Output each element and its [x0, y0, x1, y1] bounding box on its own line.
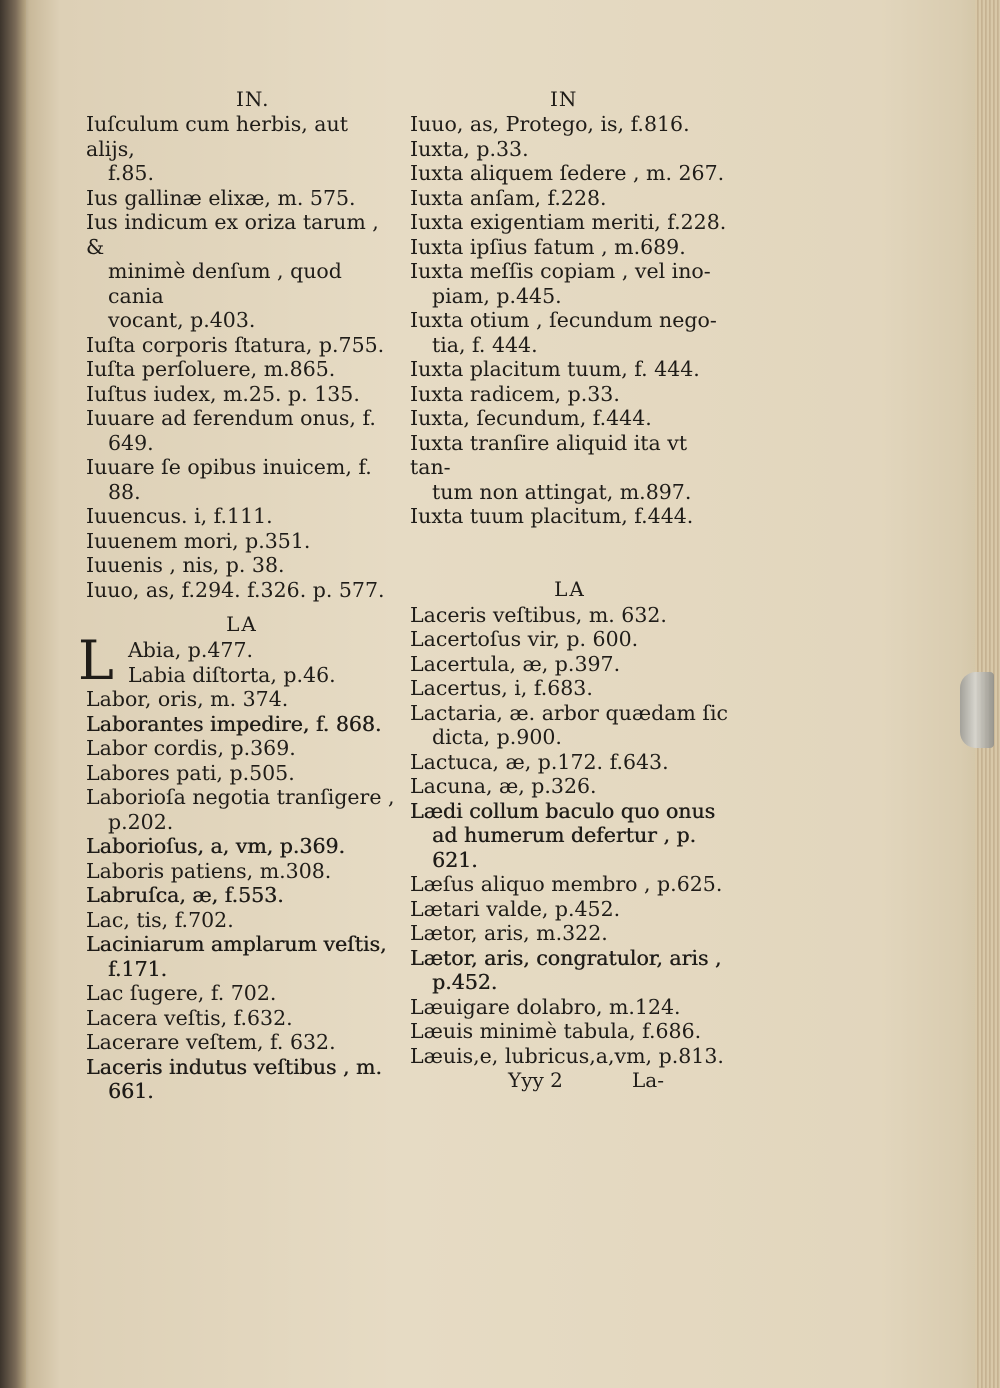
entry-line: Lacertula, æ, p.397. [410, 651, 621, 676]
index-entry [86, 785, 398, 834]
entry-line: Lac, tis, f.702. [86, 907, 234, 932]
entry-line: Iuxta ipſius fatum , m.689. [410, 234, 686, 259]
entry-line: Lætari valde, p.452. [410, 896, 621, 921]
index-entry [86, 333, 398, 358]
entry-continuation: tum non attingat, m.897. [432, 479, 692, 504]
entry-line: Lacertoſus vir, p. 600. [410, 627, 639, 651]
index-entry [86, 932, 398, 981]
entry-line: Iuxta otium , ſecundum nego- [410, 308, 717, 332]
entry-line: Læuigare dolabro, m.124. [410, 994, 681, 1019]
index-entry [410, 799, 730, 873]
entry-line: Laceris veſtibus, m. 632. [410, 602, 667, 627]
entry-line: Iuuare ad ferendum onus, f. [86, 406, 376, 430]
entry-line: Laborioſa negotia tranſigere , [86, 785, 395, 809]
entry-line: Iuxta, p.33. [410, 136, 529, 161]
index-entry [410, 652, 730, 677]
entry-continuation: 661. [108, 1079, 154, 1103]
index-entry [86, 1030, 398, 1055]
index-entry [86, 883, 398, 908]
entry-continuation: 621. [432, 847, 478, 872]
entry-line: Iuxta placitum tuum, f. 444. [410, 357, 700, 381]
dropcap-letter: L [78, 629, 114, 692]
entry-line: Ius gallinæ elixæ, m. 575. [86, 185, 356, 210]
entry-line: Læuis,e, lubricus,a,vm, p.813. [410, 1043, 724, 1068]
dropcap-entry-second: Labia diſtorta, p.46. [128, 662, 336, 687]
entry-line: Iuſtus iudex, m.25. p. 135. [86, 381, 360, 406]
index-entry [410, 627, 730, 652]
index-entry [86, 736, 398, 761]
index-entry [410, 406, 730, 431]
entry-continuation: p.452. [432, 970, 498, 994]
left-running-header: IN. [236, 87, 270, 111]
entry-line: Laborioſus, a, vm, p.369. [86, 834, 345, 858]
index-entry [410, 946, 730, 995]
entry-line: Iuſta perſoluere, m.865. [86, 357, 336, 381]
index-entry [410, 137, 730, 162]
index-entry [86, 761, 398, 786]
index-entry [410, 161, 730, 186]
entry-line: Iuxta, ſecundum, f.444. [410, 406, 652, 430]
entry-line: Ius indicum ex oriza tarum , & [86, 210, 379, 259]
index-entry [86, 553, 398, 578]
entry-continuation: minimè denſum , quod cania [108, 259, 342, 308]
index-entry [86, 210, 398, 333]
entry-continuation: piam, p.445. [432, 283, 562, 308]
index-entry [86, 578, 398, 603]
left-la-entries [86, 687, 398, 1104]
entry-line: Iuxta tranſire aliquid ita vt tan- [410, 430, 688, 479]
index-entry [410, 774, 730, 799]
dropcap-entry [78, 629, 398, 692]
index-entry [86, 712, 398, 737]
entry-continuation: 649. [108, 430, 154, 455]
entry-line: Iuxta meſſis copiam , vel ino- [410, 259, 711, 283]
entry-line: Lætor, aris, congratulor, aris , [410, 945, 722, 970]
index-entry [410, 921, 730, 946]
index-entry [86, 859, 398, 884]
entry-line: Lactaria, æ. arbor quædam ſic [410, 700, 729, 725]
catchword: La- [632, 1068, 664, 1092]
entry-continuation: ad humerum defertur , p. [432, 823, 696, 847]
index-entry [410, 603, 730, 628]
index-entry [410, 357, 730, 382]
right-running-header: IN [550, 87, 578, 111]
index-entry [410, 750, 730, 775]
index-entry [410, 308, 730, 357]
index-entry [410, 259, 730, 308]
index-entry [410, 1019, 730, 1044]
index-entry [86, 504, 398, 529]
entry-line: Iuuencus. i, f.111. [86, 504, 273, 528]
right-in-entries [410, 112, 730, 529]
index-entry [410, 995, 730, 1020]
entry-line: Labor, oris, m. 374. [86, 687, 289, 711]
book-spine [0, 0, 26, 1388]
index-entry [86, 455, 398, 504]
index-entry [410, 186, 730, 211]
entry-line: Lætor, aris, m.322. [410, 921, 608, 945]
entry-line: Lacertus, i, f.683. [410, 676, 593, 700]
entry-line: Iuuo, as, f.294. f.326. p. 577. [86, 577, 385, 602]
index-entry [86, 529, 398, 554]
signature-mark: Yyy 2 [508, 1068, 563, 1092]
entry-continuation: f.171. [108, 956, 168, 981]
entry-line: Lacerare veſtem, f. 632. [86, 1030, 336, 1054]
index-entry [410, 210, 730, 235]
index-entry [86, 357, 398, 382]
entry-line: Iuxta radicem, p.33. [410, 381, 620, 406]
left-section-title: LA [226, 612, 258, 636]
entry-line: Laciniarum amplarum veſtis, [86, 932, 387, 956]
index-entry [410, 112, 730, 137]
index-entry [410, 897, 730, 922]
right-section-title: LA [554, 576, 586, 601]
index-entry [86, 382, 398, 407]
entry-line: Iuuenem mori, p.351. [86, 528, 311, 553]
entry-line: Laceris indutus veſtibus , m. [86, 1054, 382, 1079]
entry-line: Iuſculum cum herbis, aut alijs, [86, 112, 348, 161]
entry-line: Labores pati, p.505. [86, 760, 295, 785]
right-column [410, 86, 730, 1068]
index-entry [86, 908, 398, 933]
entry-line: Iuxta exigentiam meriti, f.228. [410, 210, 727, 234]
section-gap [410, 529, 730, 567]
entry-line: Lactuca, æ, p.172. f.643. [410, 749, 669, 774]
entry-continuation: dicta, p.900. [432, 725, 562, 749]
entry-continuation: 88. [108, 479, 141, 504]
index-entry [86, 1055, 398, 1104]
index-entry [86, 981, 398, 1006]
entry-line: Laborantes impedire, f. 868. [86, 711, 382, 736]
left-column [78, 86, 398, 1104]
entry-continuation: p.202. [108, 809, 174, 834]
entry-line: Iuuenis , nis, p. 38. [86, 553, 285, 577]
entry-line: Labor cordis, p.369. [86, 736, 296, 760]
index-entry [410, 504, 730, 529]
index-entry [410, 701, 730, 750]
index-entry [86, 186, 398, 211]
entry-continuation: tia, f. 444. [432, 332, 538, 357]
entry-line: Lædi collum baculo quo onus [410, 798, 716, 823]
entry-line: Iuuo, as, Protego, is, f.816. [410, 112, 690, 136]
entry-line: Iuuare ſe opibus inuicem, f. [86, 455, 372, 479]
entry-line: Læuis minimè tabula, f.686. [410, 1019, 702, 1043]
entry-line: Iuxta aliquem ſedere , m. 267. [410, 161, 725, 185]
entry-continuation: vocant, p.403. [108, 308, 256, 332]
entry-line: Laboris patiens, m.308. [86, 858, 332, 883]
index-entry [410, 235, 730, 260]
index-entry [410, 431, 730, 505]
entry-line: Iuſta corporis ſtatura, p.755. [86, 332, 385, 357]
entry-line: Iuxta anſam, f.228. [410, 185, 607, 210]
entry-line: Iuxta tuum placitum, f.444. [410, 504, 694, 528]
entry-line: Labruſca, æ, f.553. [86, 883, 284, 907]
index-entry [86, 834, 398, 859]
entry-line: Lacera veſtis, f.632. [86, 1005, 293, 1030]
index-entry [410, 1044, 730, 1069]
index-entry [410, 382, 730, 407]
index-entry [86, 1006, 398, 1031]
dropcap-entry-first: Abia, p.477. [128, 638, 254, 662]
index-entry [86, 406, 398, 455]
index-entry [410, 872, 730, 897]
entry-line: Lacuna, æ, p.326. [410, 774, 597, 798]
index-entry [410, 676, 730, 701]
entry-line: Lac ſugere, f. 702. [86, 981, 277, 1005]
left-in-entries [86, 112, 398, 602]
index-entry [86, 687, 398, 712]
index-entry [86, 112, 398, 186]
right-la-entries [410, 603, 730, 1069]
entry-line: Læſus aliquo membro , p.625. [410, 872, 723, 896]
page-clip [960, 672, 994, 748]
entry-continuation: f.85. [108, 161, 154, 185]
